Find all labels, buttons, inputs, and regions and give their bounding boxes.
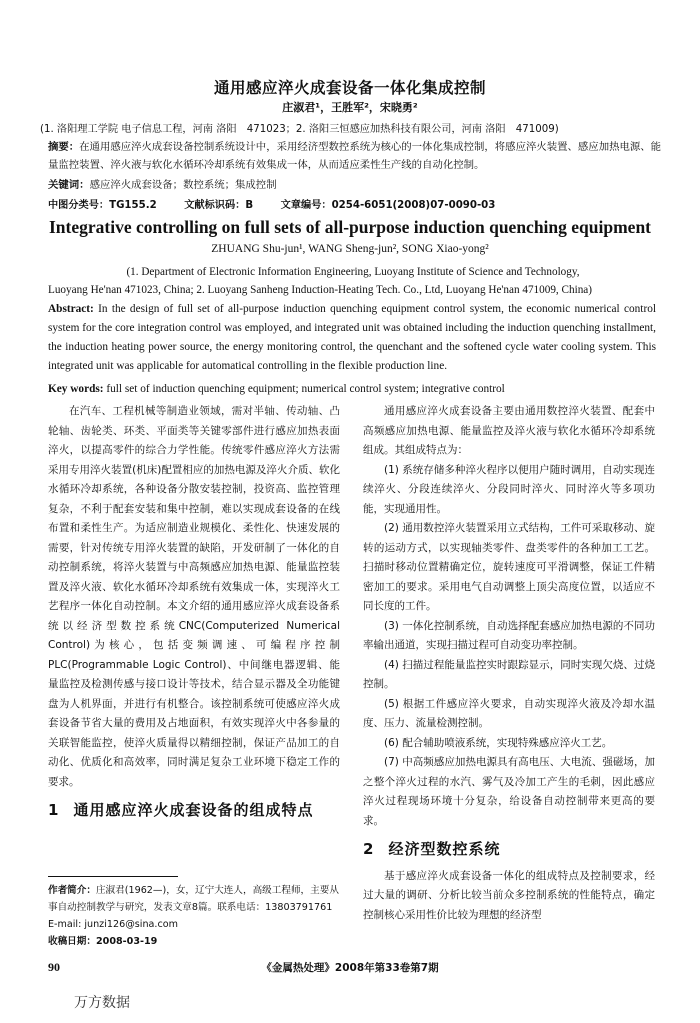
keywords-en-label: Key words: — [48, 383, 104, 395]
feature-item: (2) 通用数控淬火装置采用立式结构，工件可采取移动、旋转的运动方式，以实现轴类零件、盘类零件的各种加工工艺。扫描时移动位置精确定位，旋转速度可平滑调整，保证工件精密加工的要求。采用电气自动调整上顶尖高度位置，以适应不同长度的工件。 — [363, 522, 655, 612]
received-date-value: 2008-03-19 — [95, 936, 158, 947]
affiliation-en-line-2: Luoyang He'nan 471023, China; 2. Luoyang Sanheng Induction-Heating Tech. Co., Ltd, Luoyang He'nan 471009, China) — [48, 284, 592, 296]
authors-cn: 庄淑君¹，王胜军²，宋晓勇² — [282, 101, 418, 114]
keywords-cn-text: 感应淬火成套设备；数控系统；集成控制 — [89, 179, 277, 191]
section-2-heading — [363, 840, 655, 860]
footnote — [48, 882, 340, 950]
abstract-en-label: Abstract: — [48, 303, 94, 315]
footnote-divider — [48, 876, 178, 877]
feature-item: (5) 根据工件感应淬火要求，自动实现淬火液及冷却水温度、压力、流量检测控制。 — [363, 697, 655, 729]
section-1-heading — [48, 801, 340, 821]
received-date — [48, 933, 340, 950]
author-bio-text: 庄淑君(1962—)，女，辽宁大连人，高级工程师，主要从事自动控制教学与研究，发表文章8篇。联系电话：13803791761 E-mail: junzi126@sina.com — [48, 885, 342, 930]
classification-line — [48, 196, 648, 211]
section-1-number: 1 — [48, 801, 60, 819]
abstract-en-text: In the design of full set of all-purpose induction quenching equipment control system, the economic numerical control system for the core integration control was employed, and integrated unit was obtained including the induction quenching installment, the induction heating power source, the energy monitoring control, the quenchant and the softened cycle water cooling system. This integrated unit was applicable for automatical controlling in the flexible production line. — [48, 303, 656, 372]
abstract-cn-text: 在通用感应淬火成套设备控制系统设计中，采用经济型数控系统为核心的一体化集成控制，将感应淬火装置、感应加热电源、能量监控装置、淬火液与软化水循环冷却系统有效集成一体，从而适应柔性生产线的自动化控制。 — [48, 141, 662, 171]
components-intro: 通用感应淬火成套设备主要由通用数控淬火装置、配套中高频感应加热电源、能量监控及淬火液与软化水循环冷却系统组成。其组成特点为： — [363, 405, 655, 456]
authors-en: ZHUANG Shu-jun¹, WANG Sheng-jun², SONG Xiao-yong² — [211, 243, 489, 255]
feature-item: (4) 扫描过程能量监控实时跟踪显示，同时实现欠烧、过烧控制。 — [363, 658, 655, 690]
title-en: Integrative controlling on full sets of all-purpose induction quenching equipment — [48, 217, 652, 237]
clc-number: 中图分类号：TG155.2 — [48, 200, 157, 211]
affiliation-cn: (1. 洛阳理工学院 电子信息工程，河南 洛阳 471023；2. 洛阳三恒感应加热科技有限公司，河南 洛阳 471009) — [40, 124, 559, 135]
section-2-paragraph: 基于感应淬火成套设备一体化的组成特点及控制要求，经过大量的调研、分析比较当前众多控制系统的性能特点，确定控制核心采用性价比较为理想的经济型 — [363, 869, 655, 921]
page-number: 90 — [48, 960, 60, 974]
feature-item: (6) 配合辅助喷液系统，实现特殊感应淬火工艺。 — [384, 736, 613, 749]
journal-citation: 《金属热处理》2008年第33卷第7期 — [261, 962, 439, 974]
author-bio — [48, 882, 340, 933]
abstract-cn — [48, 138, 663, 174]
feature-item: (1) 系统存储多种淬火程序以便用户随时调用，自动实现连续淬火、分段连续淬火、分段同时淬火、同时淬火等多项功能，实现通用性。 — [363, 463, 655, 515]
section-2-title: 经济型数控系统 — [388, 840, 501, 858]
keywords-cn — [48, 176, 663, 194]
received-date-label: 收稿日期： — [48, 936, 96, 947]
abstract-cn-label: 摘要： — [48, 141, 80, 153]
feature-item: (3) 一体化控制系统，自动选择配套感应加热电源的不同功率输出通道，实现扫描过程可自动变功率控制。 — [363, 619, 655, 651]
keywords-en — [48, 383, 656, 395]
body-left-column — [48, 402, 340, 828]
document-code: 文献标识码：B — [184, 200, 254, 211]
keywords-en-text: full set of induction quenching equipment; numerical control system; integrative control — [106, 383, 505, 395]
keywords-cn-label: 关键词： — [48, 179, 90, 191]
article-number: 文章编号：0254-6051(2008)07-0090-03 — [280, 200, 496, 211]
section-2-number: 2 — [363, 840, 375, 858]
title-cn: 通用感应淬火成套设备一体化集成控制 — [213, 79, 486, 97]
author-bio-label: 作者简介： — [48, 885, 96, 896]
section-1-title: 通用感应淬火成套设备的组成特点 — [73, 801, 314, 819]
affiliation-en-line-1: (1. Department of Electronic Information Engineering, Luoyang Institute of Science and Technology, — [126, 266, 580, 278]
body-right-column — [363, 402, 655, 925]
abstract-en — [48, 300, 656, 376]
intro-paragraph: 在汽车、工程机械等制造业领域，需对半轴、传动轴、凸轮轴、齿轮类、环类、平面类等关键零部件进行感应加热表面淬火，以提高零件的综合力学性能。传统零件感应淬火方法需采用专用淬火装置(机床)配置相应的加热电源及淬火介质、软化水循环冷却系统，各种设备分散安装控制，投资高、监控管理复杂，不利于配套安装和集中控制，难以实现成套设备的在线布置和柔性生产。为适应制造业规模化、柔性化、快速发展的需要，针对传统专用淬火装置的缺陷，开发研制了一体化的自动控制系统，将淬火装置与中高频感应加热电源、能量监控装置及淬火液、软化水循环冷却系统有效集成一体，实现淬火工艺程序一体化自动控制。本文介绍的通用感应淬火成套设备系统以经济型数控系统CNC(Computerized Numerical Control)为核心，包括变频调速、可编程序控制PLC(Programmable Logic Control)、中间继电器逻辑、能量监控及检测传感与接口设计等技术，结合显示器及全功能键盘为人机界面，并进行有机整合。该控制系统可使感应淬火成套设备节省大量的费用及占地面积，有效实现淬火中各参量的关联智能监控，使淬火质量得以精细控制，保证产品加工的自动化、优质化和高效率，同时满足复杂工业环境下稳定工作的要求。 — [48, 405, 340, 788]
wanfang-watermark: 万方数据 — [74, 995, 130, 1011]
feature-item: (7) 中高频感应加热电源具有高电压、大电流、强磁场，加之整个淬火过程的水汽、雾气及冷加工产生的毛刺，因此感应淬火过程现场环境十分复杂，给设备自动控制带来更高的要求。 — [363, 756, 655, 827]
